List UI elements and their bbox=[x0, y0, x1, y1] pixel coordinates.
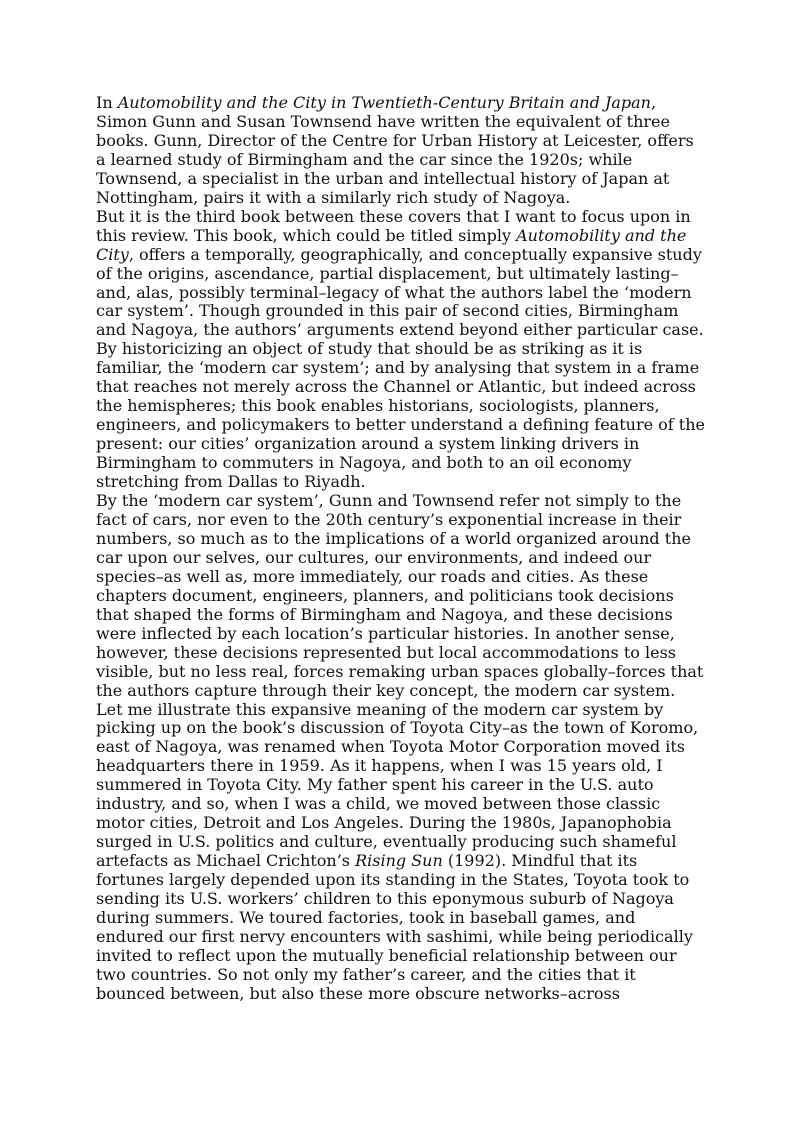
book-title-italic: Automobility and the City bbox=[96, 225, 687, 264]
paragraph-4 bbox=[96, 701, 706, 1004]
paragraph-text: , offers a temporally, geographically, and conceptually expansive study of the origins, ascendance, partial displacement, but ultimately lasting–and, alas, possibly terminal–legacy of what the authors label the ‘modern car system’. Though grounded in this pair of second cities, Birmingham and Nagoya, the authors’ arguments extend beyond either particular case. By historicizing an object of study that should be as striking as it is familiar, the ‘modern car system’; and by analysing that system in a frame that reaches not merely across the Channel or Atlantic, but indeed across the hemispheres; this book enables historians, sociologists, planners, engineers, and policymakers to better understand a defining feature of the present: our cities’ organization around a system linking drivers in Birmingham to commuters in Nagoya, and both to an oil economy stretching from Dallas to Riyadh. bbox=[96, 244, 705, 492]
paragraph-1 bbox=[96, 94, 706, 208]
document-body bbox=[96, 94, 706, 1004]
book-title-italic: Automobility and the City in Twentieth-Century Britain and Japan bbox=[117, 93, 651, 112]
paragraph-text: , Simon Gunn and Susan Townsend have written the equivalent of three books. Gunn, Director of the Centre for Urban History at Leicester, offers a learned study of Birmingham and the car since the 1920s; while Townsend, a specialist in the urban and intellectual history of Japan at Nottingham, pairs it with a similarly rich study of Nagoya. bbox=[96, 93, 694, 207]
paragraph-text: By the ‘modern car system’, Gunn and Townsend refer not simply to the fact of cars, nor even to the 20th century’s exponential increase in their numbers, so much as to the implications of a world organized around the car upon our selves, our cultures, our environments, and indeed our species–as well as, more immediately, our roads and cities. As these chapters document, engineers, planners, and politicians took decisions that shaped the forms of Birmingham and Nagoya, and these decisions were inflected by each location’s particular histories. In another sense, however, these decisions represented but local accommodations to less visible, but no less real, forces remaking urban spaces globally–forces that the authors capture through their key concept, the modern car system. bbox=[96, 491, 704, 700]
paragraph-2 bbox=[96, 208, 706, 492]
paragraph-3 bbox=[96, 492, 706, 700]
paragraph-text: But it is the third book between these covers that I want to focus upon in this review. This book, which could be titled simply bbox=[96, 206, 691, 245]
paragraph-text: In bbox=[96, 93, 118, 112]
paragraph-text: (1992). Mindful that its fortunes largely depended upon its standing in the States, Toyota took to sending its U.S. workers’ children to this eponymous suburb of Nagoya during summers. We toured factories, took in baseball games, and endured our first nervy encounters with sashimi, while being periodically invited to reflect upon the mutually beneficial relationship between our two countries. So not only my father’s career, and the cities that it bounced between, but also these more obscure networks–across bbox=[96, 851, 693, 1003]
paragraph-text: Let me illustrate this expansive meaning of the modern car system by picking up on the book’s discussion of Toyota City–as the town of Koromo, east of Nagoya, was renamed when Toyota Motor Corporation moved its headquarters there in 1959. As it happens, when I was 15 years old, I summered in Toyota City. My father spent his career in the U.S. auto industry, and so, when I was a child, we moved between those classic motor cities, Detroit and Los Angeles. During the 1980s, Japanophobia surged in U.S. politics and culture, eventually producing such shameful artefacts as Michael Crichton’s bbox=[96, 699, 699, 871]
book-title-italic: Rising Sun bbox=[355, 851, 443, 871]
